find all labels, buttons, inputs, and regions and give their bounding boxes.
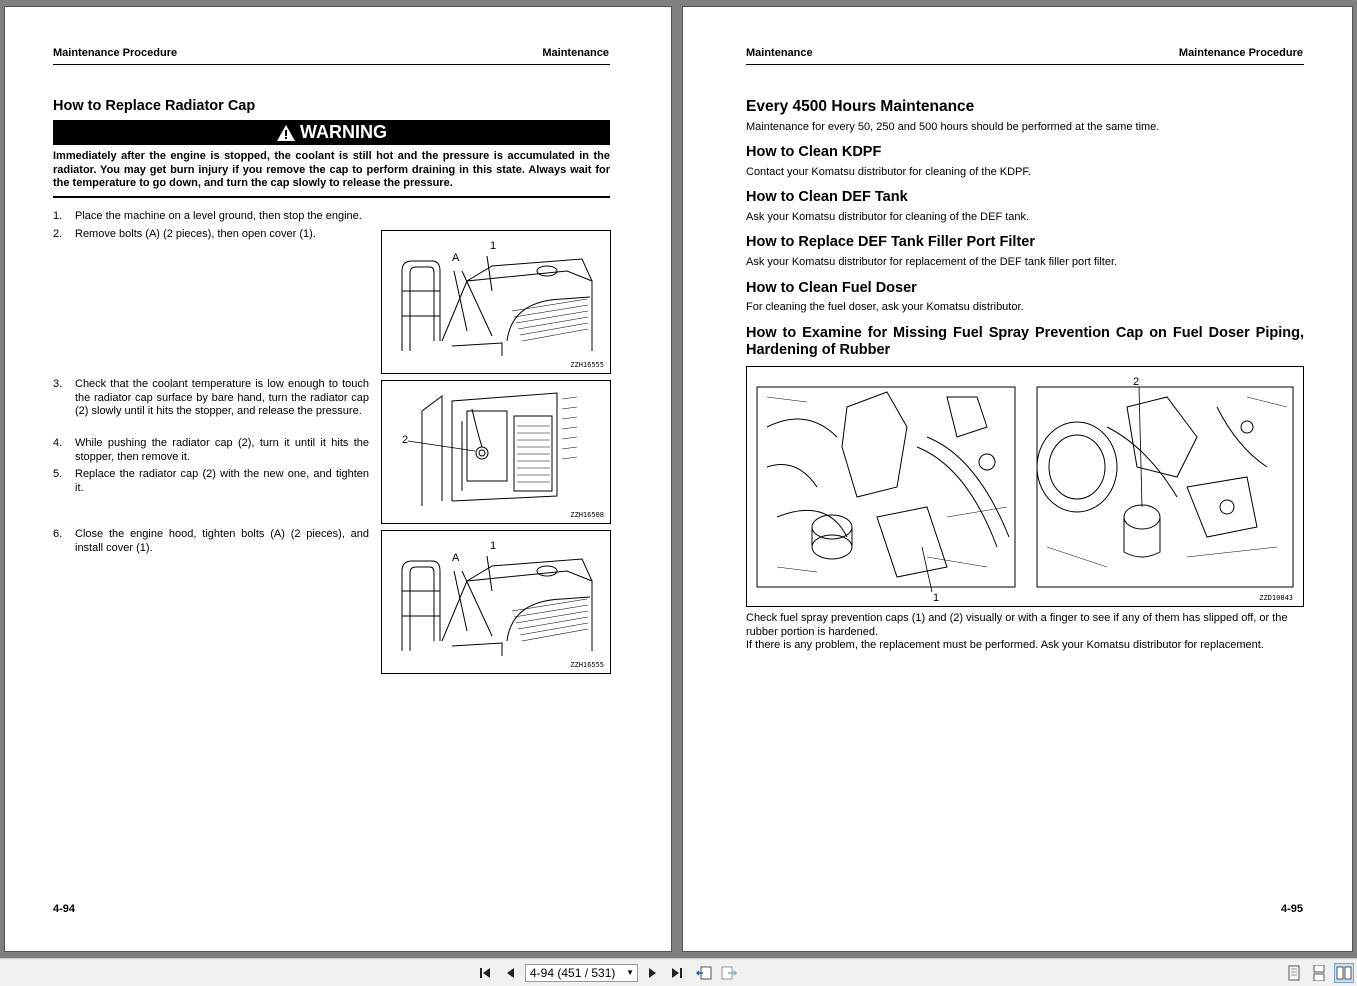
figure-code: ZZH16508 (570, 511, 604, 519)
machine-cover-illustration (382, 231, 610, 373)
navigation-toolbar (0, 958, 1357, 986)
main-title: Every 4500 Hours Maintenance (746, 98, 975, 115)
step-text: Replace the radiator cap (2) with the new one, and tighten it. (75, 468, 369, 494)
callout-1: 1 (933, 592, 940, 604)
single-page-view-icon[interactable] (1284, 963, 1304, 983)
callout-a: A (452, 252, 460, 264)
section-text-def-tank: Ask your Komatsu distributor for cleaning of the DEF tank. (746, 211, 1030, 223)
section-title-def-tank: How to Clean DEF Tank (746, 189, 908, 205)
callout-a: A (452, 552, 460, 564)
step-text: Check that the coolant temperature is low enough to touch the radiator cap surface by bare hand, turn the radiator cap (2) slowly until it hits the stopper, and release the pressure. (75, 378, 369, 417)
callout-1: 1 (490, 240, 497, 252)
step-number: 6. (53, 528, 63, 540)
step-text: Remove bolts (A) (2 pieces), then open cover (1). (75, 228, 316, 240)
left-page (4, 6, 672, 952)
page-number: 4-94 (53, 903, 76, 915)
two-page-view-icon[interactable] (1334, 963, 1354, 983)
figure-code: ZZH16555 (570, 661, 604, 669)
warning-triangle-icon (276, 124, 296, 142)
radiator-cap-illustration (382, 381, 610, 523)
chevron-down-icon[interactable]: ▼ (626, 968, 634, 977)
page-number-field[interactable] (525, 964, 638, 982)
section-text-def-filter: Ask your Komatsu distributor for replacement of the DEF tank filler port filter. (746, 256, 1118, 268)
continuous-view-icon[interactable] (1309, 963, 1329, 983)
step-number: 1. (53, 210, 63, 222)
figure-open-cover (381, 230, 611, 374)
step-text: Place the machine on a level ground, then stop the engine. (75, 210, 362, 222)
running-header-left: Maintenance Procedure (53, 47, 178, 59)
warning-label: WARNING (300, 122, 387, 142)
section-title: How to Replace Radiator Cap (53, 98, 256, 114)
go-back-icon[interactable] (694, 963, 714, 983)
warning-banner (53, 120, 610, 145)
first-page-icon[interactable] (475, 963, 495, 983)
figure-code: ZZD10843 (1259, 594, 1293, 602)
figure-radiator-cap (381, 380, 611, 524)
callout-2: 2 (1133, 376, 1140, 388)
go-forward-icon[interactable] (719, 963, 739, 983)
section-text-kdpf: Contact your Komatsu distributor for cleaning of the KDPF. (746, 166, 1031, 178)
step-text: Close the engine hood, tighten bolts (A) (2 pieces), and install cover (1). (75, 528, 369, 554)
last-page-icon[interactable] (667, 963, 687, 983)
header-rule (746, 64, 1304, 65)
page-number-value: 4-94 (451 / 531) (530, 966, 616, 980)
main-intro: Maintenance for every 50, 250 and 500 hours should be performed at the same time. (746, 121, 1160, 133)
section-title-kdpf: How to Clean KDPF (746, 144, 882, 160)
section-title-fuel-doser: How to Clean Fuel Doser (746, 280, 917, 296)
step-number: 4. (53, 437, 63, 449)
header-rule (53, 64, 610, 65)
right-page (682, 6, 1353, 952)
step-number: 3. (53, 378, 63, 390)
exam-text-1: Check fuel spray prevention caps (1) and (2) visually or with a finger to see if any of them has slipped off, or the rubber portion is hardened. (746, 612, 1288, 638)
machine-cover-illustration (382, 531, 610, 673)
warning-text: Immediately after the engine is stopped, the coolant is still hot and the pressure is accumulated in the radiator. You may get burn injury if you remove the cap to perform draining in this state. Always wait for the temperature to go down, and turn the cap slowly to release the pressure. (53, 150, 610, 189)
figure-close-cover (381, 530, 611, 674)
step-number: 5. (53, 468, 63, 480)
running-header-right: Maintenance Procedure (1178, 47, 1303, 59)
fuel-doser-illustration (747, 367, 1303, 606)
callout-1: 1 (490, 540, 497, 552)
previous-page-icon[interactable] (500, 963, 520, 983)
step-text: While pushing the radiator cap (2), turn it until it hits the stopper, then remove it. (75, 437, 369, 463)
exam-text-2: If there is any problem, the replacement must be performed. Ask your Komatsu distributor for replacement. (746, 639, 1264, 651)
section-text-fuel-doser: For cleaning the fuel doser, ask your Komatsu distributor. (746, 301, 1024, 313)
exam-title: How to Examine for Missing Fuel Spray Prevention Cap on Fuel Doser Piping, Hardening of Rubber (746, 325, 1304, 358)
next-page-icon[interactable] (643, 963, 663, 983)
section-title-def-filter: How to Replace DEF Tank Filler Port Filter (746, 234, 1035, 250)
figure-code: ZZH16555 (570, 361, 604, 369)
callout-2: 2 (402, 434, 409, 446)
running-header-left: Maintenance (746, 47, 813, 59)
step-number: 2. (53, 228, 63, 240)
page-number: 4-95 (1280, 903, 1303, 915)
warning-rule (53, 196, 610, 198)
running-header-right: Maintenance (542, 47, 609, 59)
figure-fuel-doser (746, 366, 1304, 607)
